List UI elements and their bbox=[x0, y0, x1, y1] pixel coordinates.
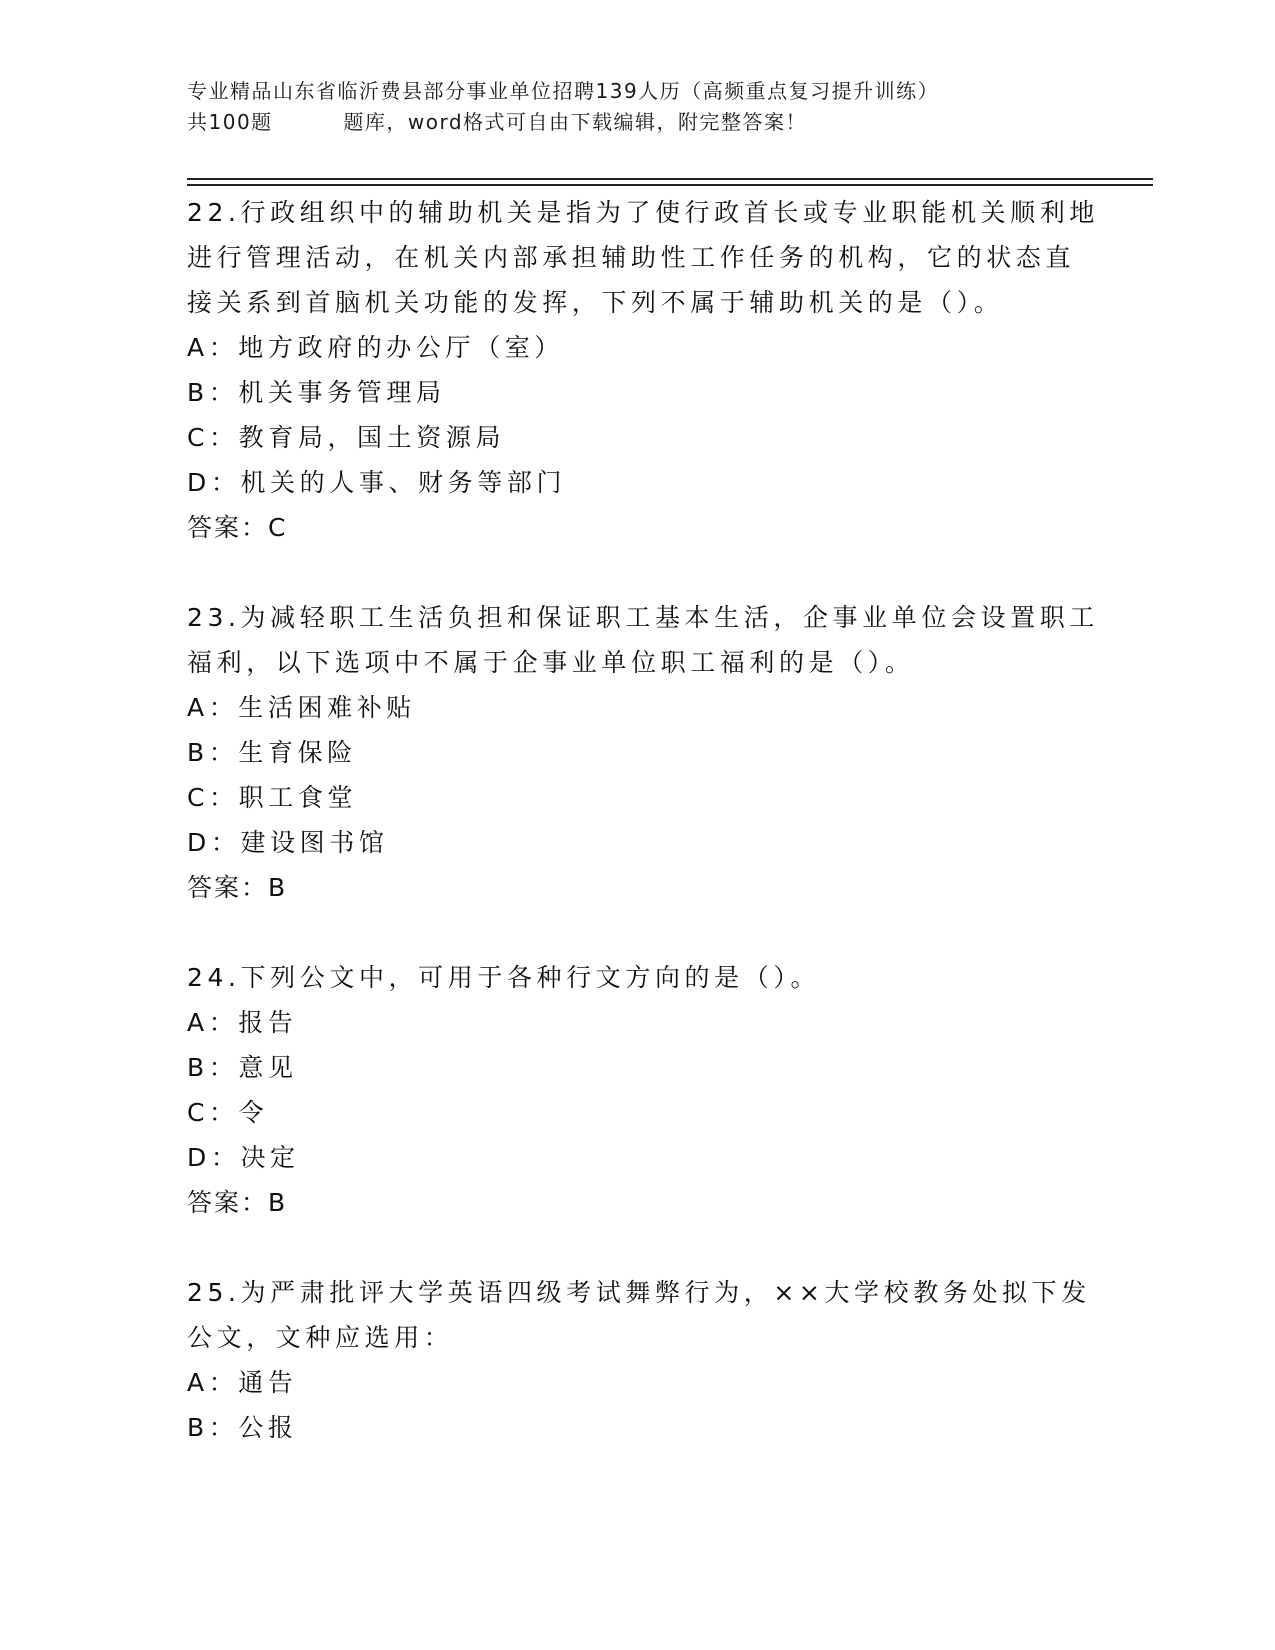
option-d: D：决定 bbox=[187, 1143, 300, 1172]
header-divider-top bbox=[187, 178, 1153, 180]
question-stem-line: 25.为严肃批评大学英语四级考试舞弊行为，××大学校教务处拟下发 bbox=[187, 1278, 1091, 1307]
option-c: C：教育局，国土资源局 bbox=[187, 423, 506, 452]
question-stem-line: 接关系到首脑机关功能的发挥，下列不属于辅助机关的是（）。 bbox=[187, 288, 1004, 317]
question-stem bbox=[187, 190, 1099, 325]
header-divider-bottom bbox=[187, 184, 1153, 186]
question-24 bbox=[187, 955, 1087, 1225]
option-d: D：机关的人事、财务等部门 bbox=[187, 468, 567, 497]
option-a: A：通告 bbox=[187, 1368, 298, 1397]
question-stem-line: 进行管理活动，在机关内部承担辅助性工作任务的机构，它的状态直 bbox=[187, 243, 1076, 272]
question-22 bbox=[187, 190, 1099, 550]
question-23 bbox=[187, 595, 1099, 910]
question-stem-line: 公文，文种应选用： bbox=[187, 1323, 454, 1352]
option-a: A：报告 bbox=[187, 1008, 298, 1037]
question-stem-line: 22.行政组织中的辅助机关是指为了使行政首长或专业职能机关顺利地 bbox=[187, 198, 1099, 227]
option-b: B：生育保险 bbox=[187, 738, 357, 767]
answer-line: 答案：C bbox=[187, 513, 288, 542]
question-25 bbox=[187, 1270, 1091, 1450]
question-list bbox=[187, 190, 1099, 1450]
question-stem-line: 福利，以下选项中不属于企事业单位职工福利的是（）。 bbox=[187, 648, 915, 677]
question-stem bbox=[187, 595, 1099, 685]
option-b: B：公报 bbox=[187, 1413, 298, 1442]
question-stem bbox=[187, 955, 1087, 1000]
header-subtitle-line: 共100题 题库，word格式可自由下载编辑，附完整答案！ bbox=[187, 110, 808, 134]
answer-line: 答案：B bbox=[187, 1188, 288, 1217]
question-stem-line: 23.为减轻职工生活负担和保证职工基本生活，企事业单位会设置职工 bbox=[187, 603, 1099, 632]
option-a: A：地方政府的办公厅（室） bbox=[187, 333, 564, 362]
answer-line: 答案：B bbox=[187, 873, 288, 902]
option-c: C：职工食堂 bbox=[187, 783, 358, 812]
option-c: C：令 bbox=[187, 1098, 269, 1127]
option-d: D：建设图书馆 bbox=[187, 828, 389, 857]
header-title-line: 专业精品山东省临沂费县部分事业单位招聘139人历（高频重点复习提升训练） bbox=[187, 79, 940, 103]
option-b: B：意见 bbox=[187, 1053, 298, 1082]
question-stem-line: 24.下列公文中，可用于各种行文方向的是（）。 bbox=[187, 963, 821, 992]
question-stem bbox=[187, 1270, 1091, 1360]
option-a: A：生活困难补贴 bbox=[187, 693, 416, 722]
document-header bbox=[187, 76, 1087, 138]
option-b: B：机关事务管理局 bbox=[187, 378, 446, 407]
